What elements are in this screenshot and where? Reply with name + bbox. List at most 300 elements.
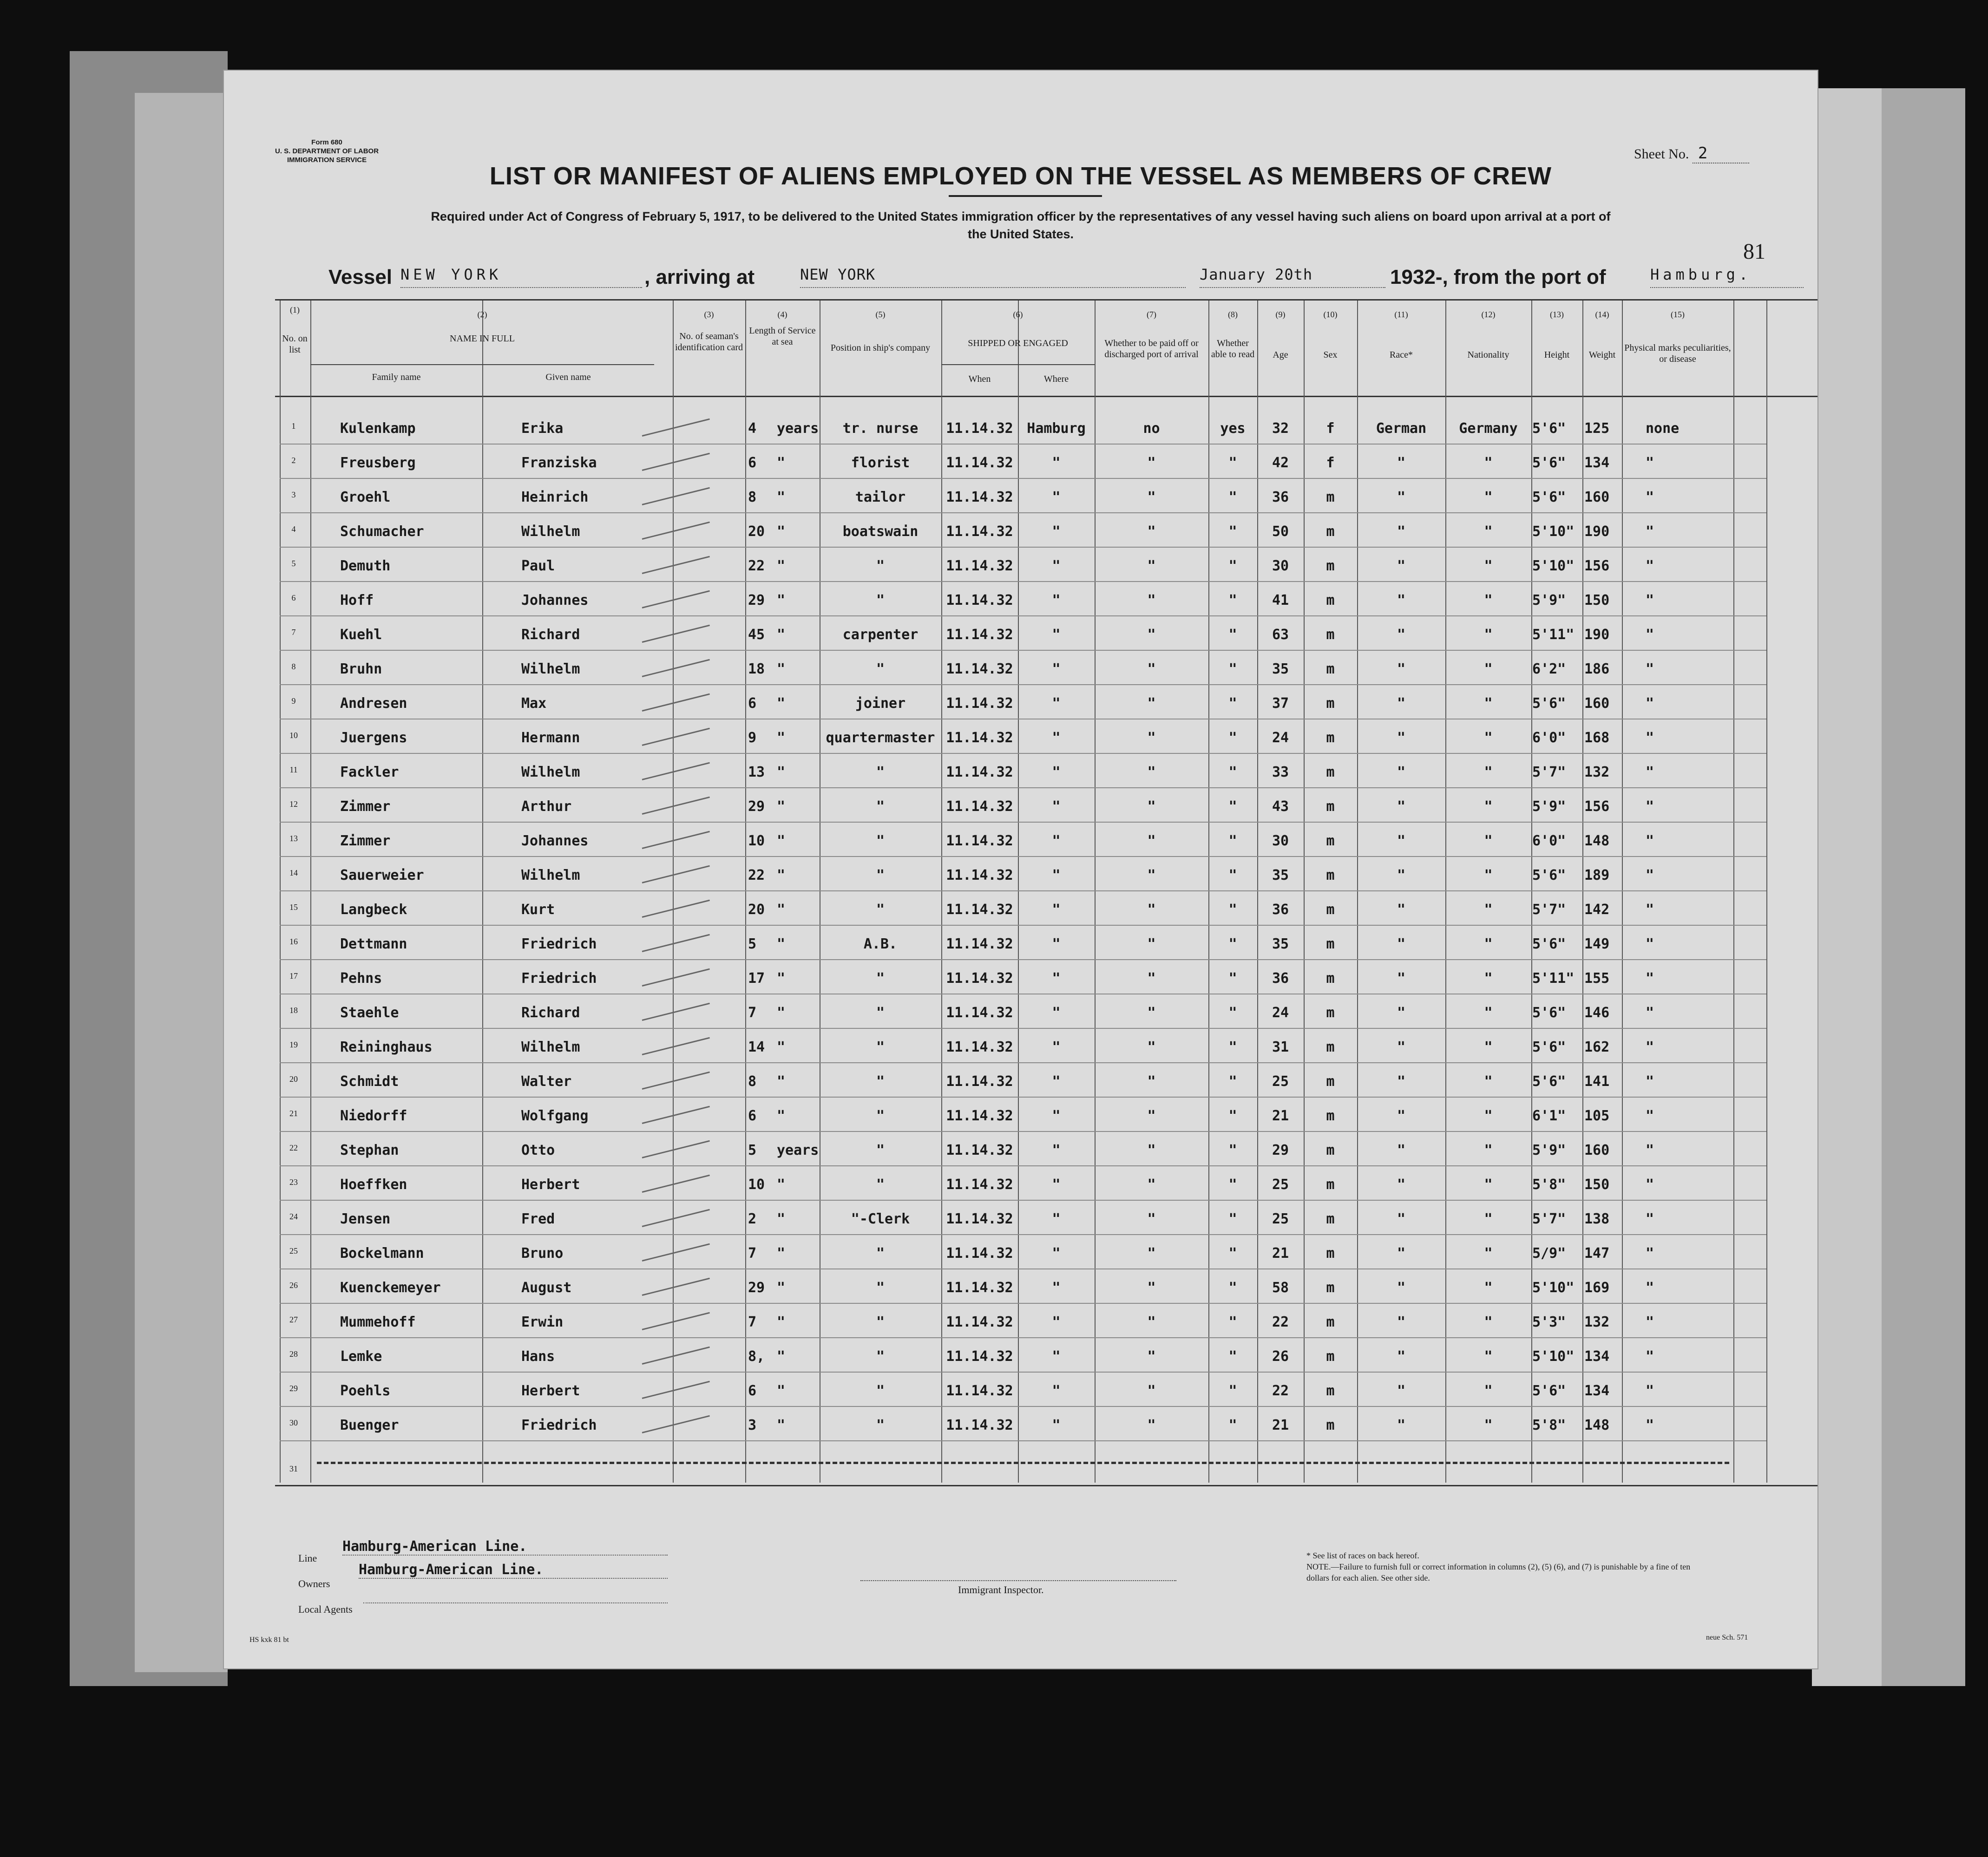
- physical-marks: ": [1646, 1417, 1654, 1433]
- height: 5'6": [1532, 867, 1566, 883]
- row-rule: [280, 959, 1766, 960]
- family-name: Freusberg: [340, 455, 416, 471]
- row-rule: [280, 1303, 1766, 1304]
- paid-off: ": [1147, 1383, 1156, 1399]
- race: ": [1397, 1005, 1406, 1021]
- row-rule: [280, 925, 1766, 926]
- able-to-read: ": [1228, 661, 1237, 677]
- age: 30: [1272, 558, 1289, 574]
- row-rule: [280, 1234, 1766, 1235]
- shipped-where: ": [1052, 1245, 1061, 1262]
- able-to-read: ": [1228, 1142, 1237, 1158]
- sex: m: [1326, 489, 1335, 505]
- service-unit: years: [777, 420, 819, 437]
- row-rule: [280, 856, 1766, 857]
- race: ": [1397, 970, 1406, 987]
- sex: m: [1326, 1142, 1335, 1158]
- nationality: ": [1484, 661, 1493, 677]
- nationality: ": [1484, 1005, 1493, 1021]
- service-years: 13: [748, 764, 765, 780]
- header-bottom-rule: [275, 396, 1817, 397]
- header-no-on-list: No. on list: [282, 333, 308, 355]
- paid-off: ": [1147, 1245, 1156, 1262]
- physical-marks: ": [1646, 558, 1654, 574]
- service-years: 7: [748, 1314, 757, 1330]
- sex: m: [1326, 1245, 1335, 1262]
- service-years: 20: [748, 523, 765, 540]
- race: ": [1397, 661, 1406, 677]
- family-name: Stephan: [340, 1142, 399, 1158]
- sex: m: [1326, 902, 1335, 918]
- shipped-where: ": [1052, 1177, 1061, 1193]
- physical-marks: ": [1646, 1005, 1654, 1021]
- nationality: ": [1484, 455, 1493, 471]
- physical-marks: ": [1646, 592, 1654, 608]
- height: 6'0": [1532, 833, 1566, 849]
- shipped-where: ": [1052, 867, 1061, 883]
- height: 5'10": [1532, 1280, 1575, 1296]
- physical-marks: ": [1646, 695, 1654, 712]
- nationality: ": [1484, 1314, 1493, 1330]
- age: 31: [1272, 1039, 1289, 1055]
- position: ": [876, 798, 885, 815]
- family-name: Langbeck: [340, 902, 407, 918]
- shipped-where: ": [1052, 936, 1061, 952]
- subheader-rule: [310, 364, 654, 365]
- header-where: Where: [1043, 374, 1069, 384]
- header-seaman-id: No. of seaman's identification card: [675, 331, 743, 353]
- local-agents-value: [363, 1586, 668, 1603]
- service-unit: ": [777, 1177, 786, 1193]
- line-value: Hamburg-American Line.: [342, 1538, 668, 1556]
- service-years: 22: [748, 867, 765, 883]
- height: 5'6": [1532, 455, 1566, 471]
- service-unit: ": [777, 1073, 786, 1090]
- year-from-label: 1932-, from the port of: [1390, 266, 1606, 288]
- service-unit: ": [777, 1039, 786, 1055]
- height: 5'6": [1532, 489, 1566, 505]
- able-to-read: ": [1228, 902, 1237, 918]
- sex: m: [1326, 764, 1335, 780]
- shipped-where: ": [1052, 730, 1061, 746]
- given-name: Johannes: [521, 592, 589, 608]
- physical-marks: ": [1646, 455, 1654, 471]
- age: 42: [1272, 455, 1289, 471]
- shipped-when: 11.14.32: [946, 1005, 1013, 1021]
- paid-off: ": [1147, 1417, 1156, 1433]
- race: ": [1397, 1245, 1406, 1262]
- shipped-where: ": [1052, 902, 1061, 918]
- able-to-read: ": [1228, 1314, 1237, 1330]
- family-name: Hoeffken: [340, 1177, 407, 1193]
- paid-off: ": [1147, 867, 1156, 883]
- row-rule: [280, 512, 1766, 513]
- position: ": [876, 661, 885, 677]
- binder-page-right: [1812, 88, 1882, 1686]
- form-number: Form 680: [311, 138, 342, 146]
- service-years: 5: [748, 936, 757, 952]
- family-name: Kulenkamp: [340, 420, 416, 437]
- row-rule: [280, 1406, 1766, 1407]
- arrival-port: NEW YORK: [800, 266, 1186, 288]
- weight: 148: [1584, 833, 1610, 849]
- shipped-when: 11.14.32: [946, 695, 1013, 712]
- col-num-5: (5): [875, 310, 886, 319]
- service-years: 6: [748, 455, 757, 471]
- service-unit: ": [777, 833, 786, 849]
- service-years: 18: [748, 661, 765, 677]
- service-years: 10: [748, 1177, 765, 1193]
- age: 36: [1272, 902, 1289, 918]
- height: 5'9": [1532, 798, 1566, 815]
- row-rule: [280, 1028, 1766, 1029]
- height: 5'10": [1532, 1348, 1575, 1365]
- nationality: ": [1484, 1383, 1493, 1399]
- height: 5'7": [1532, 902, 1566, 918]
- nationality: ": [1484, 1142, 1493, 1158]
- sex: m: [1326, 798, 1335, 815]
- check-mark: [642, 1415, 710, 1433]
- row-number: 5: [291, 559, 296, 568]
- position: ": [876, 867, 885, 883]
- sex: m: [1326, 867, 1335, 883]
- physical-marks: ": [1646, 523, 1654, 540]
- vessel-label: Vessel: [328, 266, 393, 288]
- row-rule: [280, 787, 1766, 788]
- shipped-where: ": [1052, 1417, 1061, 1433]
- sex: m: [1326, 1314, 1335, 1330]
- given-name: Wilhelm: [521, 661, 580, 677]
- department: U. S. DEPARTMENT OF LABOR: [275, 147, 379, 155]
- row-number: 24: [289, 1212, 298, 1221]
- able-to-read: ": [1228, 1005, 1237, 1021]
- position: ": [876, 1245, 885, 1262]
- shipped-when: 11.14.32: [946, 420, 1013, 437]
- shipped-where: ": [1052, 970, 1061, 987]
- able-to-read: ": [1228, 1383, 1237, 1399]
- table-top-rule: [275, 299, 1817, 301]
- height: 5'11": [1532, 627, 1575, 643]
- row-number: 16: [289, 937, 298, 946]
- service-years: 8: [748, 489, 757, 505]
- able-to-read: ": [1228, 833, 1237, 849]
- weight: 134: [1584, 1348, 1610, 1365]
- able-to-read: ": [1228, 867, 1237, 883]
- given-name: Herbert: [521, 1383, 580, 1399]
- row-number: 27: [289, 1315, 298, 1324]
- age: 24: [1272, 730, 1289, 746]
- family-name: Dettmann: [340, 936, 407, 952]
- check-mark: [642, 934, 710, 952]
- service-unit: ": [777, 1314, 786, 1330]
- family-name: Groehl: [340, 489, 391, 505]
- race: ": [1397, 1177, 1406, 1193]
- height: 5'6": [1532, 1073, 1566, 1090]
- position: tailor: [855, 489, 906, 505]
- service-unit: ": [777, 1383, 786, 1399]
- title-rule: [949, 195, 1102, 197]
- able-to-read: ": [1228, 558, 1237, 574]
- able-to-read: ": [1228, 798, 1237, 815]
- print-code: HS kxk 81 bt: [249, 1636, 289, 1644]
- sex: m: [1326, 523, 1335, 540]
- race: ": [1397, 764, 1406, 780]
- nationality: ": [1484, 1245, 1493, 1262]
- height: 5'7": [1532, 764, 1566, 780]
- service-years: 5: [748, 1142, 757, 1158]
- physical-marks: ": [1646, 970, 1654, 987]
- weight: 105: [1584, 1108, 1610, 1124]
- header-height: Height: [1544, 350, 1570, 360]
- age: 35: [1272, 936, 1289, 952]
- col-num-6: (6): [1013, 310, 1023, 319]
- paid-off: ": [1147, 1005, 1156, 1021]
- given-name: Erwin: [521, 1314, 564, 1330]
- service-years: 29: [748, 592, 765, 608]
- sex: m: [1326, 1177, 1335, 1193]
- position: ": [876, 1142, 885, 1158]
- physical-marks: ": [1646, 936, 1654, 952]
- weight: 160: [1584, 489, 1610, 505]
- page-subtitle: [224, 208, 1817, 243]
- row-rule: [280, 1062, 1766, 1063]
- race: ": [1397, 1142, 1406, 1158]
- check-mark: [642, 728, 710, 746]
- page-number: 81: [1743, 239, 1765, 264]
- race: ": [1397, 627, 1406, 643]
- age: 32: [1272, 420, 1289, 437]
- shipped-when: 11.14.32: [946, 558, 1013, 574]
- race: ": [1397, 1383, 1406, 1399]
- race: ": [1397, 489, 1406, 505]
- able-to-read: ": [1228, 1039, 1237, 1055]
- service-unit: ": [777, 867, 786, 883]
- sex: m: [1326, 1280, 1335, 1296]
- check-mark: [642, 1347, 710, 1365]
- physical-marks: ": [1646, 1073, 1654, 1090]
- age: 43: [1272, 798, 1289, 815]
- vessel-name: NEW YORK: [400, 266, 642, 288]
- fine-note: NOTE.—Failure to furnish full or correct information in columns (2), (5) (6), and (7) is punishable by a fine of ten dollars for each alien. See other side.: [1306, 1562, 1691, 1582]
- check-mark: [642, 900, 710, 918]
- given-name: Wilhelm: [521, 764, 580, 780]
- shipped-where: ": [1052, 1108, 1061, 1124]
- able-to-read: ": [1228, 489, 1237, 505]
- paid-off: ": [1147, 730, 1156, 746]
- service-unit: ": [777, 1108, 786, 1124]
- given-name: Bruno: [521, 1245, 564, 1262]
- header-family-name: Family name: [372, 372, 421, 382]
- sex: m: [1326, 1417, 1335, 1433]
- row-rule: [280, 822, 1766, 823]
- owners-label: Owners: [298, 1578, 330, 1589]
- shipped-where: ": [1052, 1211, 1061, 1227]
- paid-off: ": [1147, 1348, 1156, 1365]
- service-unit: ": [777, 902, 786, 918]
- shipped-where: ": [1052, 695, 1061, 712]
- family-name: Bockelmann: [340, 1245, 424, 1262]
- check-mark: [642, 1003, 710, 1021]
- weight: 125: [1584, 420, 1610, 437]
- shipped-when: 11.14.32: [946, 661, 1013, 677]
- physical-marks: ": [1646, 1348, 1654, 1365]
- sex: m: [1326, 1383, 1335, 1399]
- age: 41: [1272, 592, 1289, 608]
- shipped-where: ": [1052, 1005, 1061, 1021]
- weight: 160: [1584, 1142, 1610, 1158]
- arriving-label: , arriving at: [644, 266, 755, 288]
- col-num-13: (13): [1550, 310, 1564, 319]
- col-num-15: (15): [1671, 310, 1685, 319]
- weight: 149: [1584, 936, 1610, 952]
- subheader-rule: [941, 364, 1095, 365]
- physical-marks: ": [1646, 1211, 1654, 1227]
- weight: 156: [1584, 558, 1610, 574]
- age: 21: [1272, 1417, 1289, 1433]
- given-name: Franziska: [521, 455, 597, 471]
- nationality: Germany: [1459, 420, 1518, 437]
- position: ": [876, 1039, 885, 1055]
- given-name: Otto: [521, 1142, 555, 1158]
- check-mark: [642, 762, 710, 780]
- position: ": [876, 1177, 885, 1193]
- race: ": [1397, 455, 1406, 471]
- row-rule: [280, 1372, 1766, 1373]
- weight: 190: [1584, 627, 1610, 643]
- from-port: Hamburg.: [1650, 266, 1804, 288]
- row-number: 23: [289, 1177, 298, 1187]
- family-name: Hoff: [340, 592, 374, 608]
- weight: 162: [1584, 1039, 1610, 1055]
- family-name: Jensen: [340, 1211, 391, 1227]
- family-name: Andresen: [340, 695, 407, 712]
- physical-marks: ": [1646, 627, 1654, 643]
- paid-off: ": [1147, 833, 1156, 849]
- paid-off: ": [1147, 627, 1156, 643]
- height: 5'10": [1532, 523, 1575, 540]
- nationality: ": [1484, 1177, 1493, 1193]
- height: 5'6": [1532, 1383, 1566, 1399]
- nationality: ": [1484, 627, 1493, 643]
- shipped-when: 11.14.32: [946, 798, 1013, 815]
- header-weight: Weight: [1588, 350, 1616, 360]
- service-years: 14: [748, 1039, 765, 1055]
- position: ": [876, 1348, 885, 1365]
- shipped-when: 11.14.32: [946, 833, 1013, 849]
- service-years: 4: [748, 420, 757, 437]
- paid-off: ": [1147, 764, 1156, 780]
- able-to-read: ": [1228, 1211, 1237, 1227]
- check-mark: [642, 1037, 710, 1055]
- shipped-where: ": [1052, 833, 1061, 849]
- family-name: Niedorff: [340, 1108, 407, 1124]
- family-name: Fackler: [340, 764, 399, 780]
- page-title: LIST OR MANIFEST OF ALIENS EMPLOYED ON THE VESSEL AS MEMBERS OF CREW: [489, 162, 1552, 190]
- height: 5/9": [1532, 1245, 1566, 1262]
- check-mark: [642, 453, 710, 471]
- check-mark: [642, 1209, 710, 1227]
- row-number: 1: [291, 421, 296, 431]
- shipped-when: 11.14.32: [946, 1280, 1013, 1296]
- header-age: Age: [1273, 350, 1288, 360]
- row-number: 29: [289, 1384, 298, 1393]
- family-name: Staehle: [340, 1005, 399, 1021]
- sheet-number: [1634, 144, 1749, 163]
- row-number: 26: [289, 1281, 298, 1290]
- given-name: Kurt: [521, 902, 555, 918]
- able-to-read: ": [1228, 1108, 1237, 1124]
- shipped-where: ": [1052, 1383, 1061, 1399]
- able-to-read: ": [1228, 970, 1237, 987]
- nationality: ": [1484, 936, 1493, 952]
- shipped-when: 11.14.32: [946, 455, 1013, 471]
- physical-marks: ": [1646, 833, 1654, 849]
- weight: 147: [1584, 1245, 1610, 1262]
- given-name: August: [521, 1280, 572, 1296]
- physical-marks: ": [1646, 730, 1654, 746]
- paid-off: ": [1147, 1039, 1156, 1055]
- col-num-8: (8): [1228, 310, 1238, 319]
- height: 5'6": [1532, 1005, 1566, 1021]
- family-name: Kuenckemeyer: [340, 1280, 441, 1296]
- sex: m: [1326, 730, 1335, 746]
- able-to-read: ": [1228, 1348, 1237, 1365]
- service-unit: ": [777, 1417, 786, 1433]
- service-years: 2: [748, 1211, 757, 1227]
- family-name: Lemke: [340, 1348, 382, 1365]
- col-num-7: (7): [1147, 310, 1156, 319]
- row-rule: [280, 753, 1766, 754]
- physical-marks: ": [1646, 764, 1654, 780]
- physical-marks: ": [1646, 1177, 1654, 1193]
- family-name: Schumacher: [340, 523, 424, 540]
- schedule-code: neue Sch. 571: [1706, 1634, 1748, 1641]
- service-unit: ": [777, 798, 786, 815]
- able-to-read: ": [1228, 1177, 1237, 1193]
- weight: 138: [1584, 1211, 1610, 1227]
- position: ": [876, 833, 885, 849]
- able-to-read: ": [1228, 695, 1237, 712]
- height: 5'11": [1532, 970, 1575, 987]
- age: 63: [1272, 627, 1289, 643]
- shipped-when: 11.14.32: [946, 1348, 1013, 1365]
- service-years: 7: [748, 1245, 757, 1262]
- position: tr. nurse: [842, 420, 919, 437]
- shipped-where: ": [1052, 523, 1061, 540]
- shipped-where: ": [1052, 1039, 1061, 1055]
- paid-off: ": [1147, 1177, 1156, 1193]
- age: 29: [1272, 1142, 1289, 1158]
- age: 30: [1272, 833, 1289, 849]
- nationality: ": [1484, 523, 1493, 540]
- row-rule: [280, 444, 1766, 445]
- age: 37: [1272, 695, 1289, 712]
- race: ": [1397, 833, 1406, 849]
- header-physical-marks: Physical marks peculiarities, or disease: [1624, 343, 1731, 364]
- weight: 146: [1584, 1005, 1610, 1021]
- physical-marks: ": [1646, 1039, 1654, 1055]
- height: 6'2": [1532, 661, 1566, 677]
- service-unit: ": [777, 1005, 786, 1021]
- age: 24: [1272, 1005, 1289, 1021]
- family-name: Demuth: [340, 558, 391, 574]
- given-name: Fred: [521, 1211, 555, 1227]
- family-name: Zimmer: [340, 798, 391, 815]
- sex: m: [1326, 1039, 1335, 1055]
- age: 25: [1272, 1177, 1289, 1193]
- race: German: [1376, 420, 1427, 437]
- physical-marks: ": [1646, 798, 1654, 815]
